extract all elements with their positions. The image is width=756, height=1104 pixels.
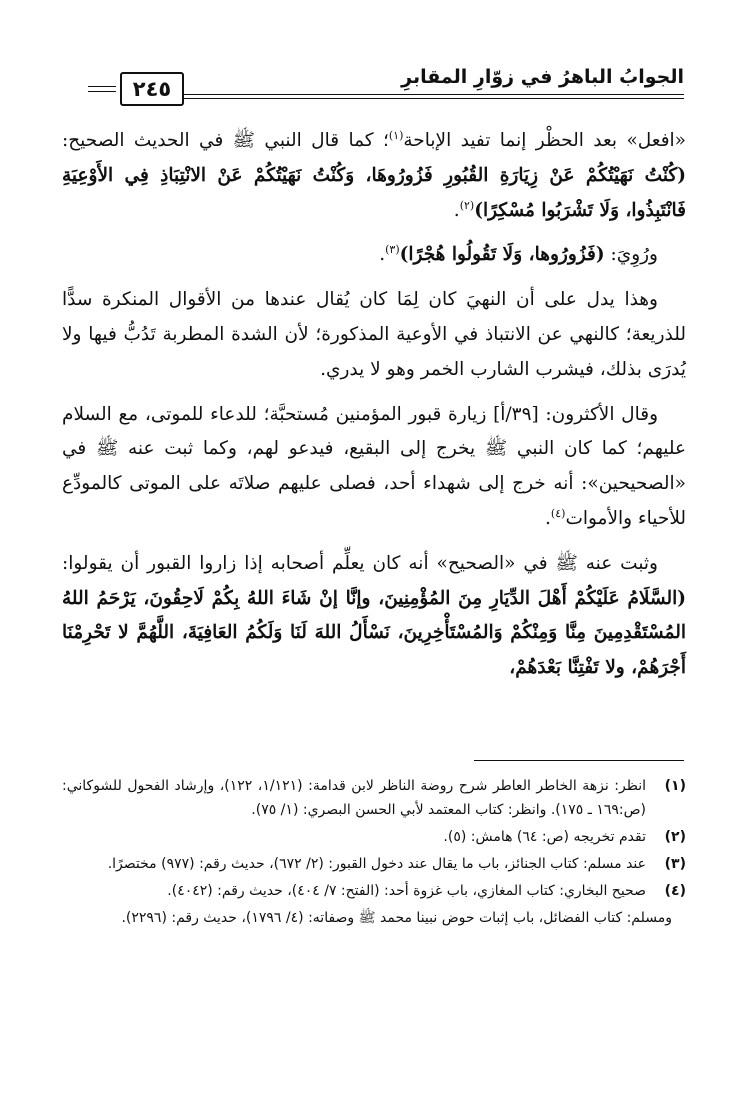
- footnote-number: (٤): [664, 883, 686, 899]
- main-text: [62, 124, 686, 696]
- running-header: [88, 66, 684, 116]
- footnote: [62, 879, 686, 903]
- text-span: «افعل» بعد الحظْر إنما تفيد الإباحة: [403, 130, 687, 151]
- page-number-lead-rule: [88, 86, 116, 87]
- footnote-text: عند مسلم: كتاب الجنائز، باب ما يقال عند دخول القبور: (٢/ ٦٧٢)، حديث رقم: (٩٧٧) مختصرًا.: [107, 856, 646, 872]
- footnote-continuation: ومسلم: كتاب الفضائل، باب إثبات حوض نبينا محمد ﷺ وصفاته: (٤/ ١٧٩٦)، حديث رقم: (٢٢٩٦).: [121, 910, 672, 926]
- hadith-quote: (السَّلَامُ عَلَيْكُمْ أَهْلَ الدِّيَارِ مِنَ المُؤْمِنِينَ، وإنَّا إنْ شَاءَ اللهُ بِكُمْ لَاحِقُونَ، يَرْحَمُ اللهُ المُسْتَقْدِمِينَ مِنَّا وَمِنْكُمْ وَالمُسْتَأْخِرِينَ، نَسْأَلُ اللهَ لَنَا وَلَكُمُ العَافِيَةَ، اللَّهُمَّ لا تَحْرِمْنَا أَجْرَهُمْ، ولا تَفْتِنَّا بَعْدَهُمْ،: [62, 587, 686, 679]
- text-span: ورُوِيَ:: [604, 244, 658, 266]
- page-number: ٢٤٥: [120, 72, 184, 106]
- footnote: [62, 825, 686, 849]
- footnote: [62, 852, 686, 876]
- footnote: [62, 774, 686, 822]
- page-number-lead-rule-double: [88, 91, 116, 92]
- text-span: وثبت عنه ﷺ في «الصحيح» أنه كان يعلِّم أصحابه إذا زاروا القبور أن يقولوا:: [62, 552, 658, 574]
- footnote-ref: (٤): [550, 506, 566, 520]
- paragraph-1: [62, 124, 686, 228]
- header-rule-double: [184, 98, 684, 99]
- text-span: .: [453, 199, 460, 221]
- paragraph-3: وهذا يدل على أن النهيَ كان لِمَا كان يُقال عندها من الأقوال المنكرة سدًّا للذريعة؛ كالنهي عن الانتباذ في الأوعية المذكورة؛ لأن الشدة المطربة تَدُبُّ فيها ولا يُدرَى بذلك، فيشرب الشارب الخمر وهو لا يدري.: [62, 289, 686, 380]
- paragraph-4: [62, 398, 686, 537]
- footnote-text: صحيح البخاري: كتاب المغازي، باب غزوة أحد: (الفتح: ٧/ ٤٠٤)، حديث رقم: (٤٠٤٢).: [167, 883, 646, 899]
- text-span: .: [545, 507, 551, 529]
- paragraph-5: [62, 547, 686, 686]
- footnote-number: (١): [664, 778, 686, 794]
- footnote-text: تقدم تخريجه (ص: ٦٤) هامش: (٥).: [443, 829, 646, 845]
- paragraph-2: [62, 238, 686, 273]
- footnote-ref: (١): [388, 128, 404, 142]
- hadith-quote: (فَزُورُوها، وَلَا تَقُولُوا هُجْرًا): [399, 244, 605, 266]
- footnote-separator: [474, 760, 684, 761]
- footnotes: [62, 774, 686, 930]
- footnote-ref: (٢): [459, 198, 475, 212]
- footnote-number: (٣): [664, 856, 686, 872]
- text-span: وقال الأكثرون: [٣٩/أ] زيارة قبور المؤمنين مُستحبَّة؛ للدعاء للموتى، مع السلام عليهم؛ كما كان النبي ﷺ يخرج إلى البقيع، فيدعو لهم، وكما ثبت عنه ﷺ في «الصحيحين»: أنه خرج إلى شهداء أحد، فصلى عليهم صلاتَه على الموتى كالمودِّع للأحياء والأموات: [62, 403, 686, 529]
- footnote-text: انظر: نزهة الخاطر العاطر شرح روضة الناظر لابن قدامة: (١/١٢١، ١٢٢)، وإرشاد الفحول للشوكاني: (ص:١٦٩ ـ ١٧٥). وانظر: كتاب المعتمد لأبي الحسن البصري: (١/ ٧٥).: [62, 778, 646, 818]
- footnote-number: (٢): [664, 829, 686, 845]
- hadith-quote: (كُنْتُ نَهَيْتُكُمْ عَنْ زِيَارَةِ القُبُورِ فَزُورُوهَا، وَكُنْتُ نَهَيْتُكُمْ عَنْ الانْتِبَاذِ فِي الأَوْعِيَةِ فَانْتَبِذُوا، وَلَا تَشْرَبُوا مُسْكِرًا): [62, 164, 686, 221]
- footnote-ref: (٣): [385, 243, 400, 257]
- running-title: الجوابُ الباهرُ في زوّارِ المقابرِ: [401, 66, 684, 88]
- text-span: ؛ كما قال النبي ﷺ في الحديث الصحيح:: [62, 130, 389, 151]
- header-rule: [184, 94, 684, 95]
- text-span: .: [379, 244, 386, 266]
